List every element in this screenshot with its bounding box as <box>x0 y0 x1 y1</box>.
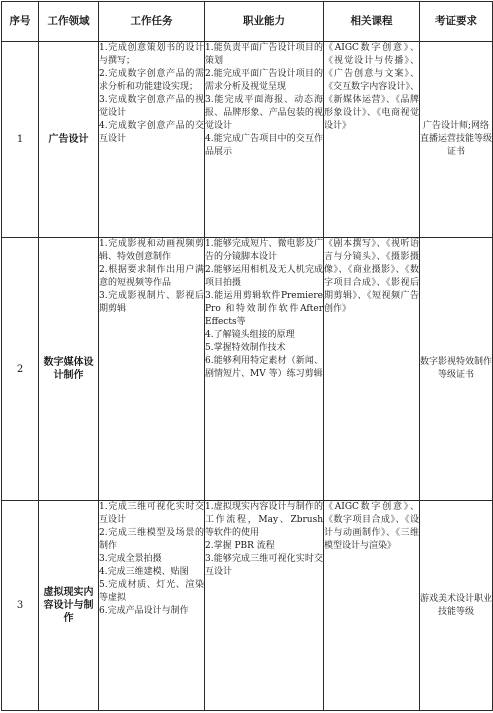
ability-list <box>205 501 324 711</box>
course-list <box>324 42 420 238</box>
table-row <box>2 238 493 501</box>
task-list <box>99 42 205 238</box>
ability-list <box>205 238 324 501</box>
work-field: 数字媒体设计制作 <box>39 238 99 501</box>
table-row <box>2 42 493 238</box>
ability-item: 2.能完成平面广告设计项目的需求分析及视觉呈现 <box>205 69 323 92</box>
task-list <box>99 501 205 711</box>
header-tasks: 工作任务 <box>99 2 205 42</box>
course-list <box>324 238 420 501</box>
task-item: 1.完成三维可视化实时交互设计 <box>99 502 204 525</box>
header-num: 序号 <box>2 2 39 42</box>
task-list <box>99 238 205 501</box>
task-item: 2.根据要求制作出用户满意的短视频等作品 <box>99 265 204 288</box>
task-item: 3.完成影视制片、影视后期剪辑 <box>99 291 204 314</box>
cert-requirement: 游戏美术设计职业技能等级 <box>420 501 493 711</box>
course-text: 《剧本撰写》、《视听语言与分镜头》、《摄影摄像》、《商业摄影》、《数字项目合成》、《影视后期剪辑》、《短视频广告创作》 <box>324 239 419 314</box>
row-number: 1 <box>2 42 39 238</box>
cert-requirement: 数字影视特效制作等级证书 <box>420 238 493 501</box>
course-text: 《AIGC数字创意》、《视觉设计与传播》、《广告创意与文案》、《交互数字内容设计》、《新媒体运营》、《品牌形象设计》、《电商视觉设计》 <box>324 43 419 131</box>
task-item: 3.完成全景拍摄 <box>99 554 162 564</box>
ability-list <box>205 42 324 238</box>
row-number: 3 <box>2 501 39 711</box>
task-item: 2.完成数字创意产品的需求分析和功能建设实现； <box>99 69 204 92</box>
header-cert: 考证要求 <box>420 2 493 42</box>
curriculum-table <box>1 1 493 711</box>
course-text: 《AIGC数字创意》、《数字项目合成》、《设计与动画制作》、《三维模型设计与渲染》 <box>324 502 419 551</box>
ability-item: 4.了解镜头组接的原理 <box>205 330 295 340</box>
header-row <box>2 2 493 42</box>
task-item: 5.完成材质、灯光、渲染等虚拟 <box>99 580 204 603</box>
ability-item: 4.能完成广告项目中的交互作品展示 <box>205 134 323 157</box>
task-item: 2.完成三维模型及场景的制作 <box>99 528 204 551</box>
ability-item: 5.掌握特效制作技术 <box>205 343 286 353</box>
course-list <box>324 501 420 711</box>
ability-item: 1.虚拟现实内容设计与制作的工作流程，May、Zbrush 等软件的使用 <box>205 502 323 538</box>
header-courses: 相关课程 <box>324 2 420 42</box>
ability-item: 1.能负责平面广告设计项目的策划 <box>205 43 323 66</box>
work-field: 广告设计 <box>39 42 99 238</box>
row-number: 2 <box>2 238 39 501</box>
ability-item: 3.能运用剪辑软件Premiere Pro 和特效制作软件After Effects等 <box>205 291 323 327</box>
task-item: 1.完成影视和动画视频剪辑、特效创意制作 <box>99 239 204 262</box>
task-item: 4.完成三维建模、贴图 <box>99 567 189 577</box>
task-item: 6.完成产品设计与制作 <box>99 606 189 616</box>
header-abilities: 职业能力 <box>205 2 324 42</box>
task-item: 1.完成创意策划书的设计与撰写； <box>99 43 204 66</box>
ability-item: 2.能够运用相机及无人机完成项目拍摄 <box>205 265 323 288</box>
work-field: 虚拟现实内容设计与制作 <box>39 501 99 711</box>
ability-item: 3.能够完成三维可视化实时交互设计 <box>205 554 323 577</box>
task-item: 3.完成数字创意产品的视觉设计 <box>99 95 204 118</box>
table-row <box>2 501 493 711</box>
header-field: 工作领域 <box>39 2 99 42</box>
ability-item: 6.能够利用特定素材（新闻、剧情短片、MV 等）练习剪辑 <box>205 356 323 379</box>
cert-requirement: 广告设计师;网络直播运营技能等级证书 <box>420 42 493 238</box>
ability-item: 3.能完成平面海报、动态海报、品牌形象、产品包装的视觉设计 <box>205 95 323 131</box>
ability-item: 2.掌握 PBR 流程 <box>205 541 275 551</box>
ability-item: 1.能够完成短片、微电影及广告的分镜脚本设计 <box>205 239 323 262</box>
task-item: 4.完成数字创意产品的交互设计 <box>99 121 204 144</box>
